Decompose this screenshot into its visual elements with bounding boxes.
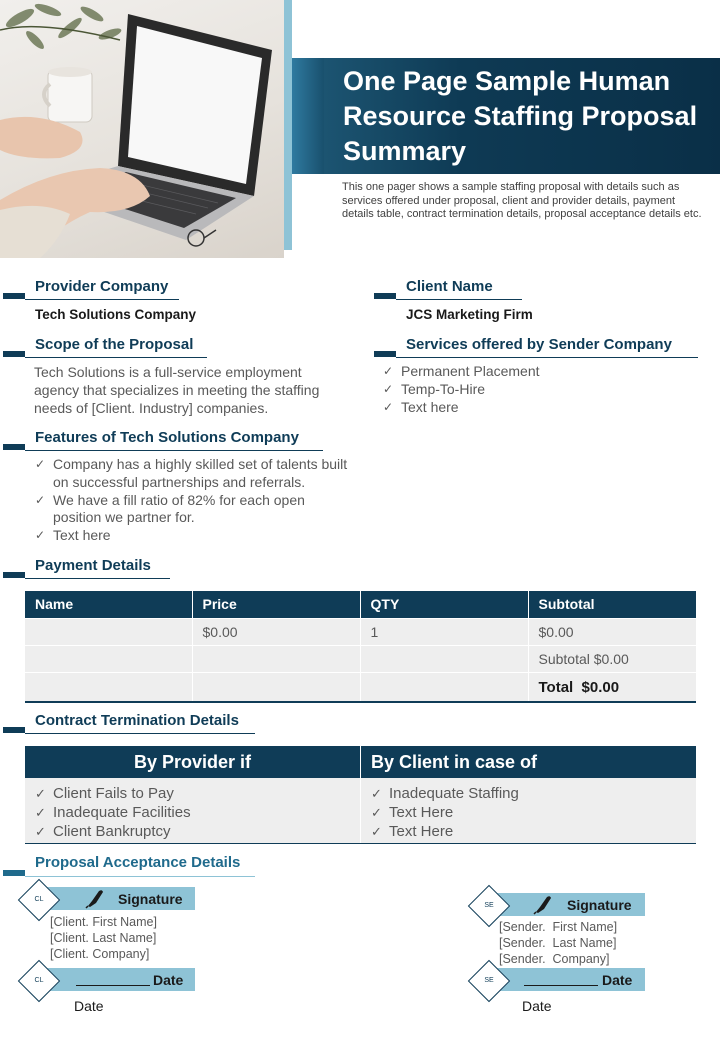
sender-date-badge-label: SE <box>484 977 494 984</box>
client-underline <box>396 299 522 300</box>
client-last-name: [Client. Last Name] <box>50 931 157 945</box>
table-cell: $0.00 <box>192 618 360 645</box>
table-row <box>25 672 696 702</box>
provider-marker <box>3 293 25 299</box>
features-item: ✓ Company has a highly skilled set of talents built on successful partnerships and referrals. <box>35 456 355 492</box>
features-item: ✓ Text here <box>35 527 355 545</box>
sender-last-name: [Sender. Last Name] <box>499 936 617 950</box>
client-termination-item: ✓ Text Here <box>371 822 671 841</box>
sender-signature-label: Signature <box>567 897 632 913</box>
client-marker <box>374 293 396 299</box>
pen-icon <box>532 893 554 920</box>
column-header: Subtotal <box>528 591 696 618</box>
table-cell <box>192 645 360 672</box>
client-signature-label: Signature <box>118 891 183 907</box>
services-item: ✓ Permanent Placement <box>383 363 683 381</box>
features-marker <box>3 444 25 450</box>
column-header: QTY <box>360 591 528 618</box>
scope-text: Tech Solutions is a full-service employment agency that specializes in meeting the staffing needs of [Client. Industry] companies. <box>34 364 320 416</box>
client-value: JCS Marketing Firm <box>406 307 533 322</box>
client-date-badge-label: CL <box>34 977 44 984</box>
hero-photo <box>0 0 284 258</box>
table-cell <box>360 672 528 702</box>
client-first-name: [Client. First Name] <box>50 915 157 929</box>
sender-first-name: [Sender. First Name] <box>499 920 618 934</box>
table-cell <box>25 672 192 702</box>
payment-table-bottom-rule <box>25 701 696 703</box>
acceptance-marker <box>3 870 25 876</box>
payment-table <box>25 591 696 702</box>
table-cell: 1 <box>360 618 528 645</box>
provider-termination-list <box>35 784 335 841</box>
table-cell <box>360 645 528 672</box>
sender-company: [Sender. Company] <box>499 952 610 966</box>
payment-marker <box>3 572 25 578</box>
client-date-label: Date <box>153 972 184 988</box>
client-termination-item: ✓ Inadequate Staffing <box>371 784 671 803</box>
provider-heading: Provider Company <box>35 278 169 295</box>
table-row <box>25 618 696 645</box>
scope-underline <box>25 357 207 358</box>
page-subtitle: This one pager shows a sample staffing proposal with details such as services offered under proposal, client and provider details, payment details table, contract termination details, proposal acceptance details etc. <box>342 181 702 221</box>
title-stripe <box>292 58 324 174</box>
sender-date-label: Date <box>602 972 633 988</box>
termination-bottom-rule <box>25 843 696 844</box>
services-heading: Services offered by Sender Company <box>406 336 672 353</box>
payment-heading: Payment Details <box>35 557 151 574</box>
payment-header-row <box>25 591 696 618</box>
provider-termination-item: ✓ Inadequate Facilities <box>35 803 335 822</box>
client-termination-list <box>371 784 671 841</box>
features-underline <box>25 450 323 451</box>
termination-heading: Contract Termination Details <box>35 712 239 729</box>
provider-value: Tech Solutions Company <box>35 307 197 322</box>
client-heading: Client Name <box>406 278 493 295</box>
services-marker <box>374 351 396 357</box>
client-badge-label: CL <box>34 896 44 903</box>
provider-termination-item: ✓ Client Bankruptcy <box>35 822 335 841</box>
provider-termination-item: ✓ Client Fails to Pay <box>35 784 335 803</box>
column-header: Name <box>25 591 192 618</box>
termination-marker <box>3 727 25 733</box>
client-termination-header: By Client in case of <box>361 746 696 778</box>
table-cell: $0.00 <box>528 618 696 645</box>
services-underline <box>396 357 698 358</box>
scope-marker <box>3 351 25 357</box>
pen-icon <box>84 887 106 914</box>
provider-termination-header: By Provider if <box>25 746 360 778</box>
scope-heading: Scope of the Proposal <box>35 336 194 353</box>
features-heading: Features of Tech Solutions Company <box>35 429 299 446</box>
sender-badge-label: SE <box>484 902 494 909</box>
services-item: ✓ Temp-To-Hire <box>383 381 683 399</box>
termination-underline <box>25 733 255 734</box>
subtotal-cell: Subtotal $0.00 <box>528 645 696 672</box>
services-list <box>383 363 683 416</box>
services-item: ✓ Text here <box>383 399 683 417</box>
table-row <box>25 645 696 672</box>
acceptance-heading: Proposal Acceptance Details <box>35 854 241 871</box>
client-company: [Client. Company] <box>50 947 150 961</box>
acceptance-underline <box>25 876 255 877</box>
features-item: ✓ We have a fill ratio of 82% for each open position we partner for. <box>35 492 355 528</box>
client-date-line <box>76 985 150 986</box>
sender-date-text: Date <box>522 998 552 1014</box>
table-cell <box>192 672 360 702</box>
table-cell <box>25 645 192 672</box>
total-cell: Total $0.00 <box>528 672 696 702</box>
table-cell <box>25 618 192 645</box>
sender-date-line <box>524 985 598 986</box>
client-termination-item: ✓ Text Here <box>371 803 671 822</box>
payment-underline <box>25 578 170 579</box>
client-date-text: Date <box>74 998 104 1014</box>
provider-underline <box>25 299 179 300</box>
features-list <box>35 456 355 545</box>
page-title: One Page Sample Human Resource Staffing Proposal Summary <box>343 66 698 166</box>
column-header: Price <box>192 591 360 618</box>
